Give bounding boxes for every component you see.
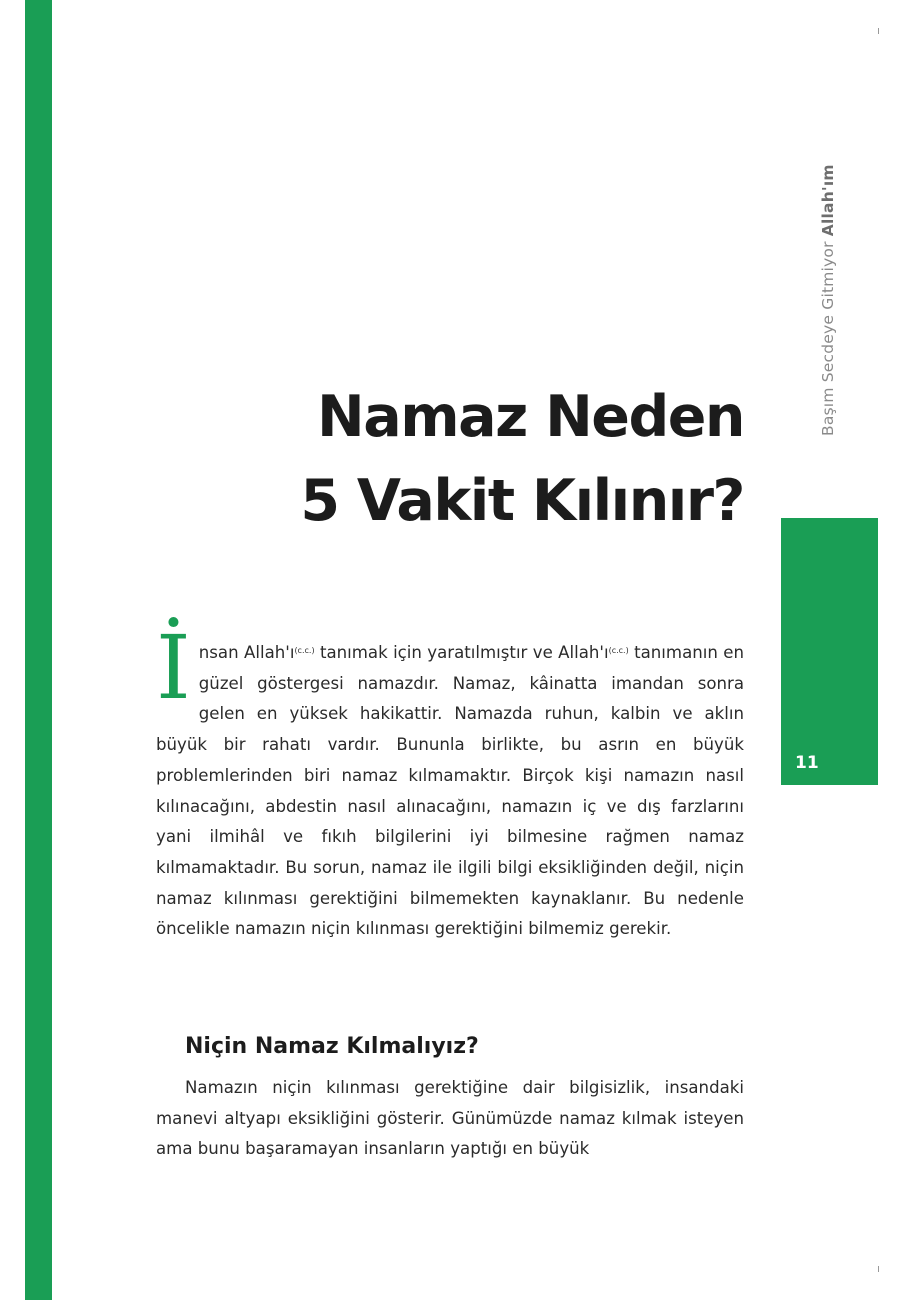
- running-title: [819, 164, 837, 436]
- crop-mark: [878, 28, 879, 34]
- left-accent-bar: [25, 0, 52, 1300]
- honorific-note: (c.c.): [294, 646, 315, 655]
- running-title-prefix: Başım Secdeye Gitmiyor: [819, 236, 837, 436]
- section-heading: Niçin Namaz Kılmalıyız?: [185, 1034, 479, 1059]
- intro-text-2: tanımak için yaratılmıştır ve Allah'ı: [314, 643, 609, 662]
- chapter-title-line1: Namaz Neden: [317, 384, 744, 450]
- page-number-tab: [781, 518, 878, 785]
- chapter-title: [300, 375, 744, 543]
- honorific-note: (c.c.): [608, 646, 629, 655]
- running-title-emphasis: Allah'ım: [819, 164, 837, 237]
- chapter-title-line2: 5 Vakit Kılınır?: [300, 468, 744, 534]
- intro-text-3: tanımanın en güzel göstergesi namazdır. Namaz, kâinatta imandan sonra gelen en yüksek hakikattir. Namazda ruhun, kalbin ve aklın büyük bir rahatı vardır. Bununla birlikte, bu asrın en büyük problemlerinden biri namaz kılmamaktır. Birçok kişi namazın nasıl kılınacağını, abdestin nasıl alınacağını, namazın iç ve dış farzlarını yani ilmihâl ve fıkıh bilgilerini iyi bilmesine rağmen namaz kılmamaktadır. Bu sorun, namaz ile ilgili bilgi eksikliğinden değil, niçin namaz kılınması gerektiğini bilmemekten kaynaklanır. Bu nedenle öncelikle namazın niçin kılınması gerektiğini bilmemiz gerekir.: [156, 643, 744, 939]
- crop-mark: [878, 1266, 879, 1272]
- page-number: 11: [795, 753, 819, 773]
- intro-text-1: nsan Allah'ı: [198, 643, 295, 662]
- drop-cap: İ: [156, 616, 191, 719]
- intro-paragraph: [156, 616, 744, 945]
- section-paragraph: Namazın niçin kılınması gerektiğine dair bilgisizlik, insandaki manevi altyapı eksikliğini gösterir. Günümüzde namaz kılmak isteyen ama bunu başaramayan insanların yaptığı en büyük: [156, 1078, 744, 1159]
